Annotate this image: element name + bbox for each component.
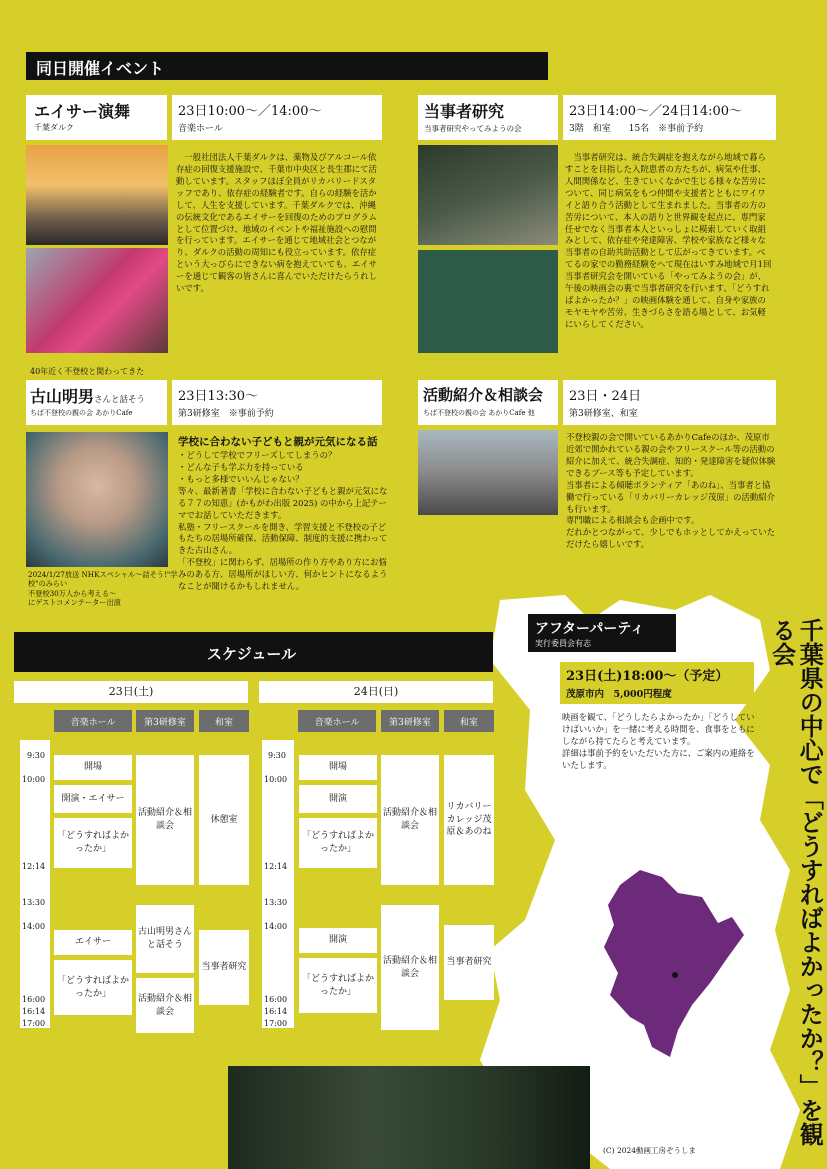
day1-hall-eisa: エイサー [54, 930, 132, 955]
after-party-body: 映画を観て、「どうしたらよかったか」「どうしていけばいいか」を一緒に考える時間を、食事をともにしながら持てたらと考えています。 詳細は事前予約をいただいた方に、ご案内の連絡をいたします。 [562, 712, 755, 770]
day1-time: 16:00 [22, 995, 46, 1004]
furuyama-photo-caption: 2024/1/27放送 NHKスペシャル～詰そう!"学校"のみらい 不登校30万人から考える～ にゲストコメンテーター出演 [28, 570, 178, 608]
vertical-title: 千葉県の中心で「どうすればよかったか？」を観る会 [767, 618, 825, 1146]
katsudo-place: 第3研修室、和室 [569, 409, 638, 419]
day2-hall-film-2: 「どうすればよかったか」 [299, 958, 377, 1013]
tojisha-photo-1 [418, 145, 558, 245]
day1-room3-consult-1: 活動紹介＆相談会 [136, 755, 194, 885]
day2-time: 12:14 [264, 862, 288, 871]
furuyama-place: 第3研修室 ※事前予約 [178, 409, 274, 419]
day2-time: 16:00 [264, 995, 288, 1004]
day2-time: 14:00 [264, 922, 288, 931]
furuyama-body: ・どうして学校でフリーズしてしまうの？ ・どんな子も学ぶ力を持っている ・もっと多様でいいんじゃない？ 等々、最新著書「学校に合わない子どもと親が元気になる７７の知恵」(かもがわ出版 2025) の中から上記テーマでお話していただきます。 私塾・フリースクールを開き、学習支援と不登校の子どもたちの居場所確保、活動保障、制度的支援に携わってきた古山さん。 「不登校」に関わらず、居場所の作り方やあり方にお悩みのある方、居場所がほしい方、何かヒントになるようなことが聞けるかもしれません。 [178, 450, 388, 592]
day2-time: 9:30 [268, 751, 286, 760]
tojisha-title: 当事者研究 [424, 102, 505, 121]
day2-col-washitsu: 和室 [444, 710, 494, 732]
after-party-place: 茂原市内 5,000円程度 [566, 689, 672, 700]
furuyama-title-line [30, 384, 145, 407]
day2-col-room3: 第3研修室 [381, 710, 439, 732]
furuyama-title: 古山明男 [30, 387, 95, 406]
after-party-title-bar [528, 614, 676, 652]
day2-washitsu-recovery: リカバリーカレッジ茂原＆あのね [444, 755, 494, 885]
day1-hall-film-1: 「どうすればよかったか」 [54, 818, 132, 868]
tojisha-photo-2 [418, 250, 558, 353]
day2-time: 10:00 [264, 775, 288, 784]
after-party-title: アフターパーティ [535, 621, 645, 637]
day1-room3-consult-2: 活動紹介＆相談会 [136, 978, 194, 1033]
katsudo-org: ちば不登校の親の会 あかりCafe 他 [423, 409, 535, 417]
furuyama-photo [26, 432, 168, 567]
tojisha-time: 23日14:00～／24日14:00～ [569, 104, 743, 119]
tojisha-place: 3階 和室 15名 ※事前予約 [569, 124, 704, 134]
day2-room3-consult-1: 活動紹介＆相談会 [381, 755, 439, 885]
day1-washitsu-tojisha: 当事者研究 [199, 930, 249, 1005]
katsudo-body: 不登校親の会で開いているあかりCafeのほか、茂原市近郊で開かれている親の会やフリースクール等の活動の紹介に加えて、統合失調症、知的・発達障害を疑似体験できるブース等も予定しています。 当事者による傾聴ボランティア「あのね」、当事者と協働で行っている「リカバリーカレッジ茂原」の活動紹介も行います。 専門職による相談会も企画中です。 だれかとつながって、少しでもホッとしてかえっていただけたら嬉しいです。 [566, 432, 776, 550]
furuyama-title-box [26, 380, 167, 425]
katsudo-photo [418, 430, 558, 515]
day2-time: 16:14 [264, 1007, 288, 1016]
day2-col-hall: 音楽ホール [298, 710, 376, 732]
furuyama-caption-above: 40年近く不登校と関わってきた [30, 367, 145, 376]
eisa-time: 23日10:00～／14:00～ [178, 104, 322, 119]
tojisha-org: 当事者研究やってみようの会 [424, 124, 522, 133]
katsudo-time-box [563, 380, 776, 425]
day1-hall-film-2: 「どうすればよかったか」 [54, 960, 132, 1015]
after-party-info-box [560, 662, 754, 704]
copyright: (C) 2024動画工房ぞうしま [603, 1146, 697, 1155]
bottom-film-photo [228, 1066, 590, 1169]
day1-hall-open: 開場 [54, 755, 132, 780]
eisa-title: エイサー演舞 [34, 102, 131, 121]
eisa-body: 一般社団法人千葉ダルクは、薬物及びアルコール依存症の回復支援施設で、千葉市中央区と長生郡にて活動しています。スタッフほぼ全員がリカバリードスタッフであり、依存症の経験者です。自らの経験を活かして、人生を支援しています。千葉ダルクでは、沖縄の伝統文化であるエイサーを回復のためのプログラムとして位置づけ、地域のイベントや福祉施設への慰問を行っています。エイサーを通じて地域社会とつながり、ダルクの活動の周知にも役立っています。依存症という大っぴらにできない病を抱えていても、エイサーを通じて観客の皆さんに喜んでいただけたらうれしいです。 [176, 152, 377, 294]
eisa-photo-2 [26, 248, 168, 353]
day2-hall-film-1: 「どうすればよかったか」 [299, 818, 377, 868]
katsudo-title-box [418, 380, 558, 425]
day2-hall-start-1: 開演 [299, 785, 377, 813]
after-party-time: 23日(土)18:00～（予定） [566, 669, 729, 684]
eisa-photo-1 [26, 145, 168, 245]
furuyama-headline: 学校に合わない子どもと親が元気になる話 [178, 436, 378, 448]
schedule-title: スケジュール [207, 645, 297, 663]
day1-time: 16:14 [22, 1007, 46, 1016]
eisa-org: 千葉ダルク [34, 123, 74, 132]
tojisha-body: 当事者研究は、統合失調症を抱えながら地域で暮らすことを目指した入院患者の方たちが、病気や仕事、人間関係など、生きていくなかで生じる様々な苦労について、同じ病気をもつ仲間や支援者とともにワイワイと語り合う活動として生まれました。当事者の方の苦労について、本人の語りと世界観を起点に、専門家任せでなく当事者本人といっしょに模索していく取組みとして、依存症や発達障害、学校や家族など様々な当事者の自助共助活動として広がってきています。べてるの家での勤務経験をへて現在はいすみ地域で月1回当事者研究会を開いている「やってみようの会」が、午後の映画会の裏で当事者研究を行います。「どうすればよかったか？」の映画体験を通して、自身や家族のモヤモヤや苦労、生きづらさを語る場として、お気軽にいらしてください。 [565, 152, 772, 329]
section-title-bar [26, 52, 548, 80]
day1-time: 17:00 [22, 1019, 46, 1028]
day2-room3-consult-2: 活動紹介＆相談会 [381, 905, 439, 1030]
furuyama-time: 23日13:30～ [178, 389, 259, 404]
day1-header: 23日(土) [14, 681, 248, 703]
day1-time: 9:30 [27, 751, 45, 760]
day1-col-washitsu: 和室 [199, 710, 249, 732]
day2-time: 13:30 [264, 898, 288, 907]
after-party-org: 実行委員会有志 [535, 639, 591, 648]
katsudo-time: 23日・24日 [569, 389, 642, 404]
katsudo-title: 活動紹介＆相談会 [423, 386, 544, 404]
furuyama-time-box [172, 380, 382, 425]
day2-hall-open: 開場 [299, 755, 377, 780]
furuyama-org: ちば不登校の親の会 あかりCafe [30, 409, 133, 417]
schedule-title-bar [14, 632, 493, 672]
eisa-title-box [26, 95, 167, 140]
furuyama-title-suffix: さんと話そう [94, 395, 146, 405]
day1-time: 13:30 [22, 898, 46, 907]
day1-hall-start: 開演・エイサー [54, 785, 132, 813]
eisa-place: 音楽ホール [178, 124, 223, 134]
section-title: 同日開催イベント [36, 59, 165, 78]
day1-time: 12:14 [22, 862, 46, 871]
day2-hall-start-2: 開演 [299, 928, 377, 953]
day2-time: 17:00 [264, 1019, 288, 1028]
day1-col-room3: 第3研修室 [136, 710, 194, 732]
chiba-map-icon [600, 865, 750, 1065]
day2-header: 24日(日) [259, 681, 493, 703]
day1-room3-furuyama: 古山明男さんと話そう [136, 905, 194, 973]
day1-time: 14:00 [22, 922, 46, 931]
day1-washitsu-rest: 休憩室 [199, 755, 249, 885]
tojisha-time-box [563, 95, 776, 140]
tojisha-title-box [418, 95, 558, 140]
day1-col-hall: 音楽ホール [54, 710, 132, 732]
day2-washitsu-tojisha: 当事者研究 [444, 925, 494, 1000]
eisa-time-box [172, 95, 382, 140]
day1-time: 10:00 [22, 775, 46, 784]
